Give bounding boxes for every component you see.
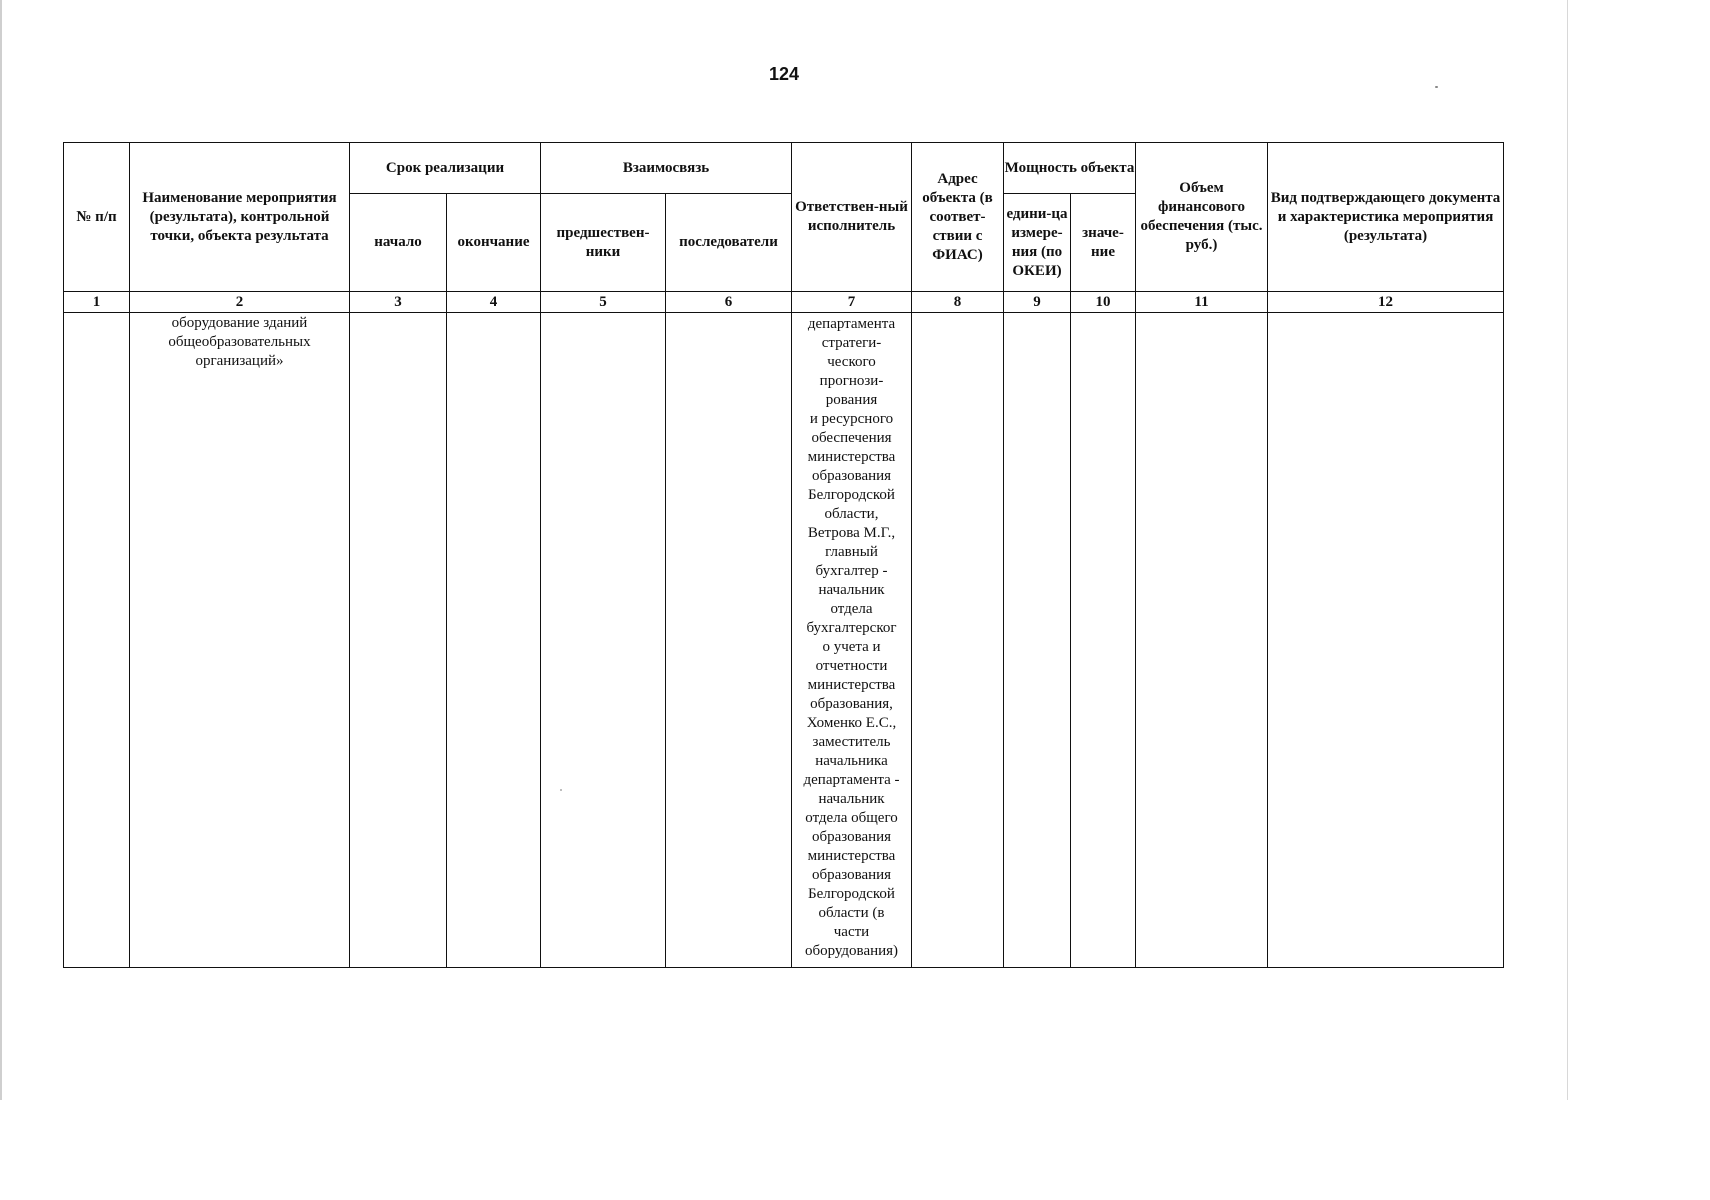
header-document: Вид подтверждающего документа и характеристика мероприятия (результата): [1268, 143, 1504, 292]
text-line: министерства: [807, 677, 896, 693]
cell-term-end: [447, 313, 541, 968]
header-executor: Ответствен-ный исполнитель: [792, 143, 912, 292]
text-line: прогнози-: [819, 373, 884, 389]
text-line: образования: [811, 829, 892, 845]
column-number: 6: [666, 292, 792, 313]
header-term-start: начало: [350, 194, 447, 292]
text-line: бухгалтер -: [815, 563, 888, 579]
text-line: образования: [811, 468, 892, 484]
scan-edge-right: [1567, 0, 1568, 1100]
text-line: ческого: [827, 354, 876, 370]
column-number: 10: [1071, 292, 1136, 313]
column-number: 2: [130, 292, 350, 313]
scan-speck: [1435, 86, 1438, 88]
column-number: 3: [350, 292, 447, 313]
text-line: Белгородской: [808, 487, 895, 503]
column-number: 8: [912, 292, 1004, 313]
text-line: обеспечения: [811, 430, 892, 446]
header-name: Наименование мероприятия (результата), контрольной точки, объекта результата: [130, 143, 350, 292]
text-line: организаций»: [195, 353, 284, 369]
text-line: начальник: [818, 582, 885, 598]
text-line: отдела: [830, 601, 873, 617]
text-line: бухгалтерског: [806, 620, 897, 636]
cell-executor: [792, 313, 912, 968]
header-capacity: Мощность объекта: [1004, 143, 1136, 194]
text-line: образования,: [810, 696, 893, 712]
text-line: отдела общего: [805, 810, 898, 826]
text-line: заместитель: [812, 734, 891, 750]
text-line: оборудование зданий: [171, 315, 308, 331]
page-number: 124: [768, 64, 800, 84]
header-address: Адрес объекта (в соответ-ствии с ФИАС): [912, 143, 1004, 292]
text-line: главный: [825, 544, 878, 560]
cell-finance: [1136, 313, 1268, 968]
text-line: Хоменко Е.С.,: [806, 715, 897, 731]
column-number: 4: [447, 292, 541, 313]
text-line: области,: [824, 506, 879, 522]
text-line: образования: [811, 867, 892, 883]
text-line: о учета и: [822, 639, 881, 655]
cell-executor-text: [792, 313, 911, 961]
header-term-end: окончание: [447, 194, 541, 292]
header-number: № п/п: [64, 143, 130, 292]
text-line: отчетности: [815, 658, 888, 674]
text-line: министерства: [807, 449, 896, 465]
header-term: Срок реализации: [350, 143, 541, 194]
plan-table: [63, 142, 1504, 968]
cell-capacity-unit: [1004, 313, 1071, 968]
header-finance: Объем финансового обеспечения (тыс. руб.): [1136, 143, 1268, 292]
cell-name: [130, 313, 350, 968]
header-successors: последователи: [666, 194, 792, 292]
text-line: начальник: [818, 791, 885, 807]
text-line: оборудования): [804, 943, 899, 959]
header-capacity-unit: едини-ца измере-ния (по ОКЕИ): [1004, 194, 1071, 292]
text-line: министерства: [807, 848, 896, 864]
column-number: 9: [1004, 292, 1071, 313]
cell-document: [1268, 313, 1504, 968]
cell-address: [912, 313, 1004, 968]
header-relation: Взаимосвязь: [541, 143, 792, 194]
text-line: общеобразовательных: [168, 334, 311, 350]
cell-term-start: [350, 313, 447, 968]
text-line: области (в: [818, 905, 885, 921]
text-line: Ветрова М.Г.,: [807, 525, 896, 541]
text-line: части: [833, 924, 870, 940]
text-line: рования: [825, 392, 878, 408]
column-number: 5: [541, 292, 666, 313]
text-line: начальника: [815, 753, 888, 769]
cell-capacity-value: [1071, 313, 1136, 968]
text-line: стратеги-: [821, 335, 882, 351]
cell-predecessors: [541, 313, 666, 968]
scan-speck: [560, 789, 562, 791]
column-number: 7: [792, 292, 912, 313]
scan-edge-left: [0, 0, 2, 1100]
column-number: 12: [1268, 292, 1504, 313]
table-row: [64, 313, 1504, 968]
text-line: департамента -: [803, 772, 900, 788]
text-line: и ресурсного: [809, 411, 894, 427]
header-predecessors: предшествен-ники: [541, 194, 666, 292]
text-line: Белгородской: [808, 886, 895, 902]
cell-number: [64, 313, 130, 968]
text-line: департамента: [807, 316, 896, 332]
column-number: 11: [1136, 292, 1268, 313]
header-capacity-value: значе-ние: [1071, 194, 1136, 292]
cell-name-text: [130, 313, 349, 371]
column-number: 1: [64, 292, 130, 313]
cell-successors: [666, 313, 792, 968]
